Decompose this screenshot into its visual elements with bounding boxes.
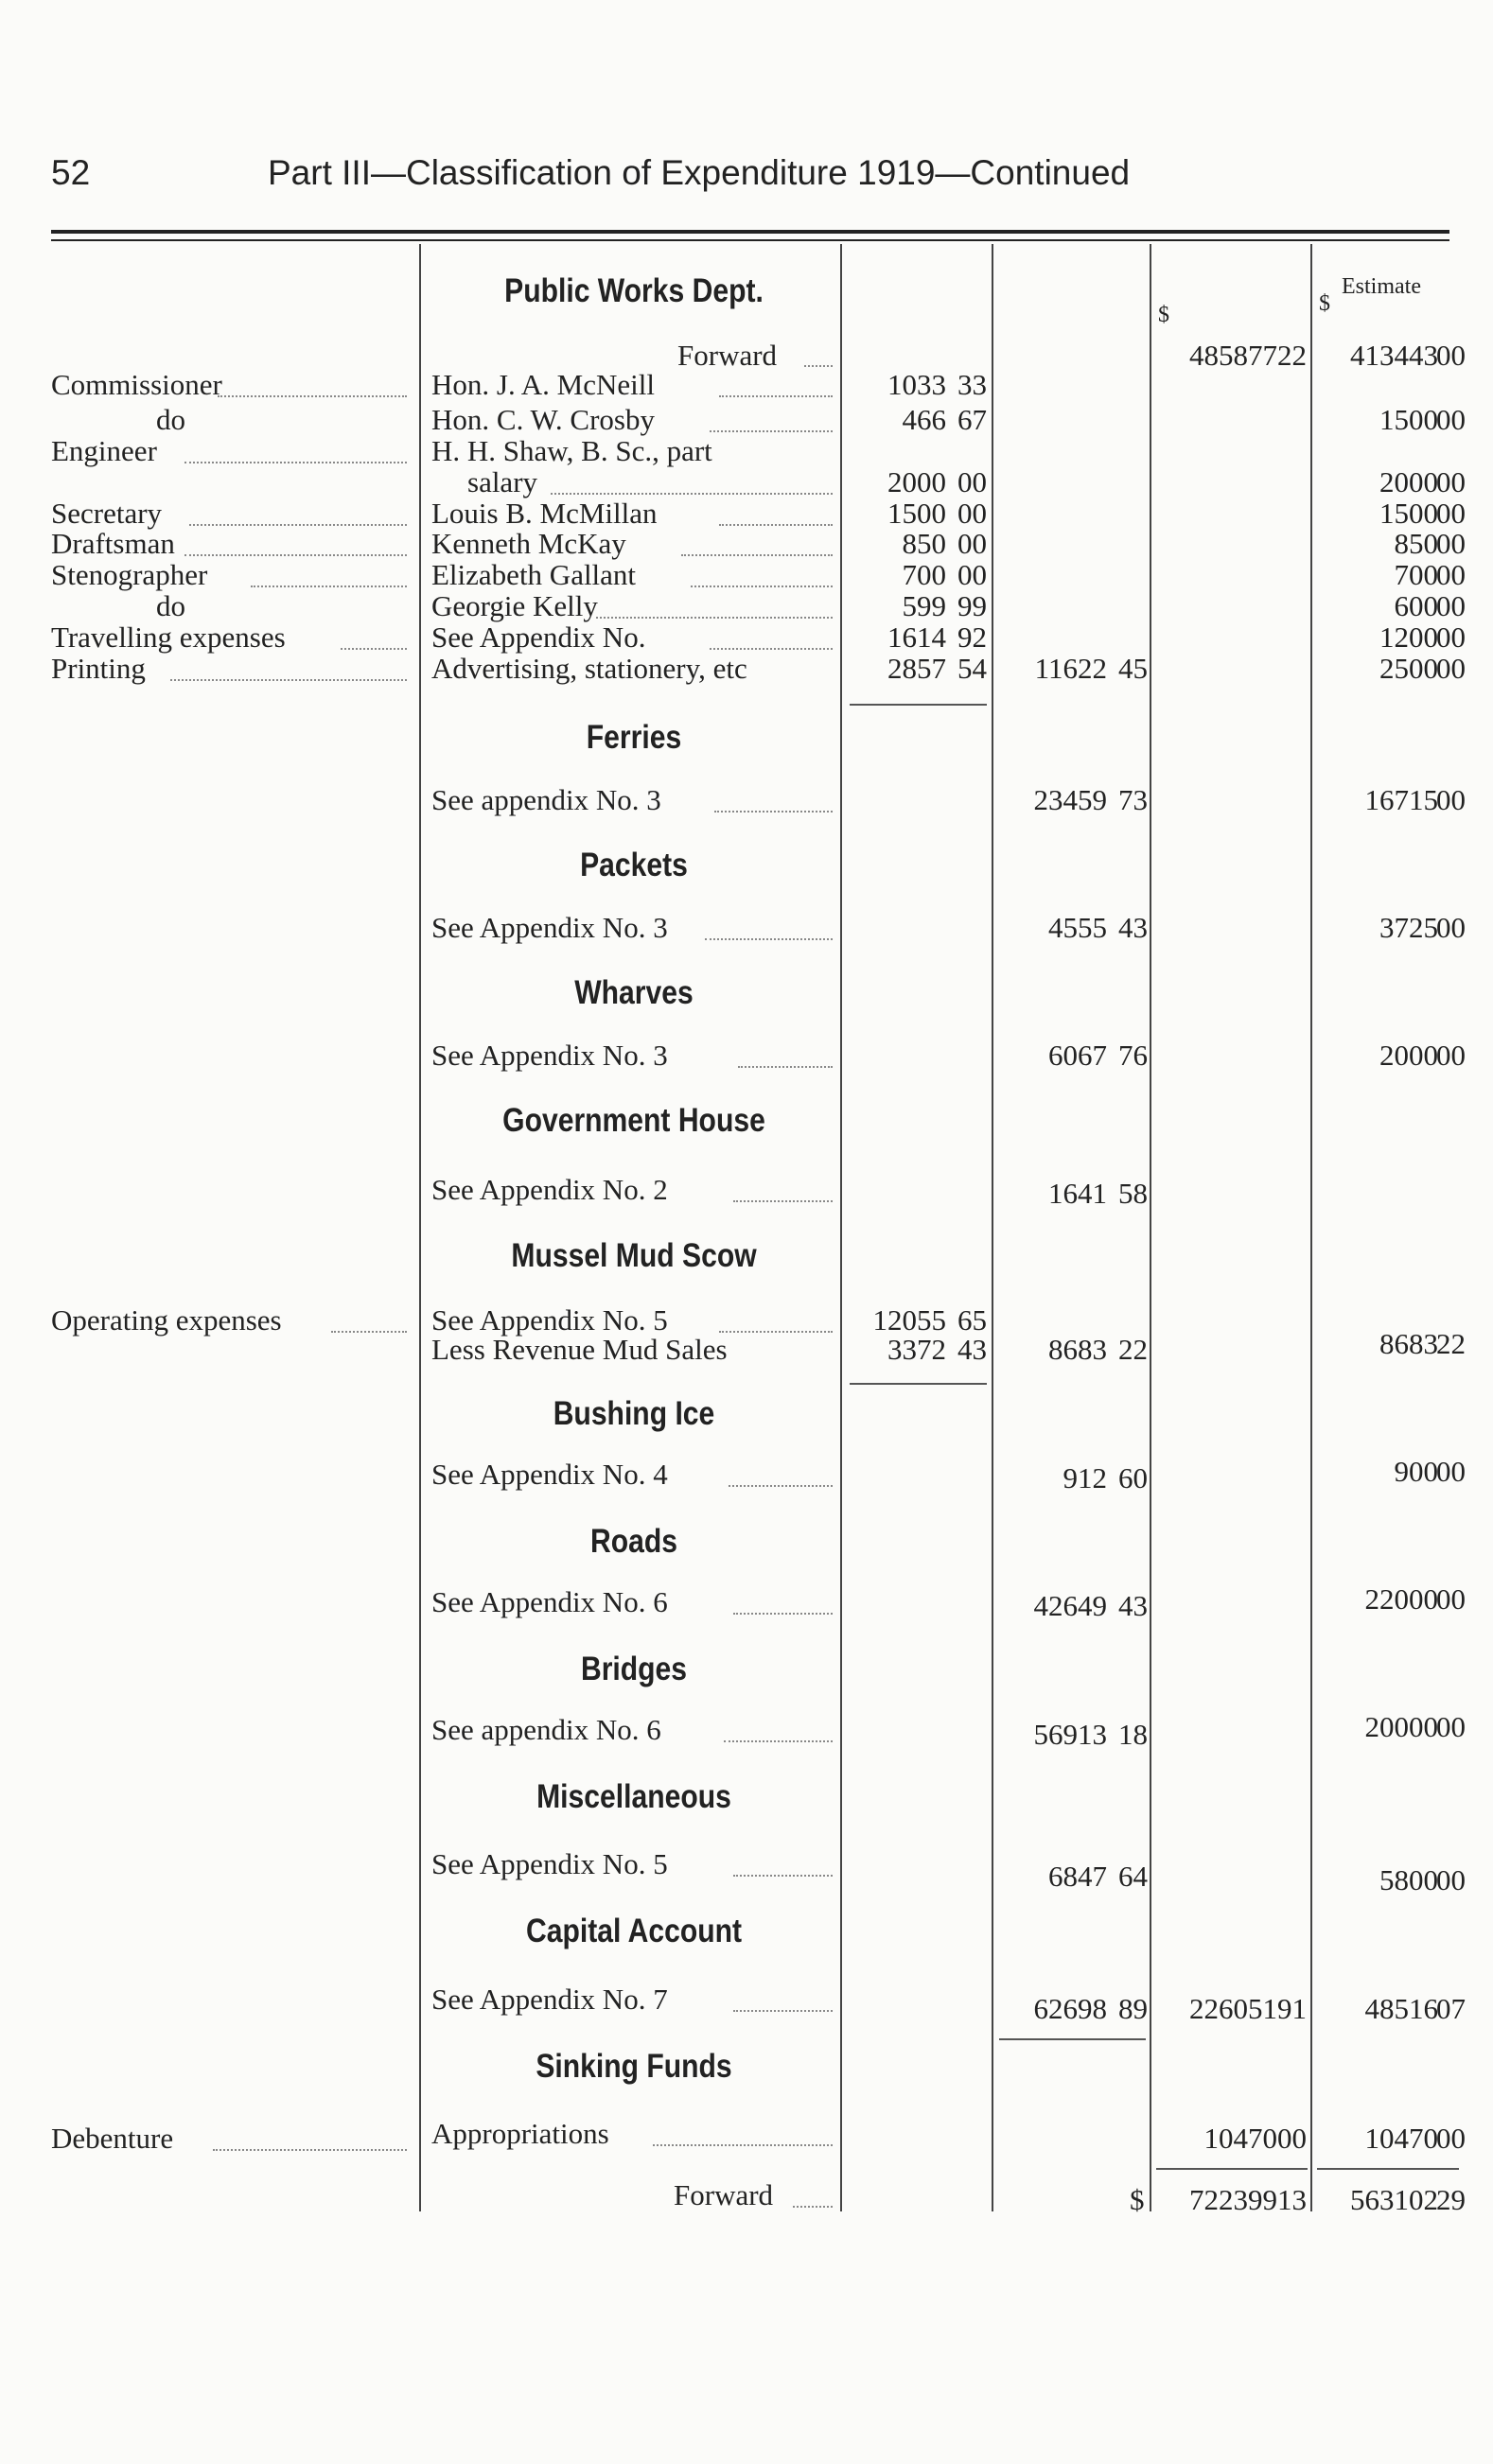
section-estimate-cents: 00 xyxy=(1436,1039,1466,1072)
row-estimate-cents: 00 xyxy=(1436,652,1466,685)
leader-dots xyxy=(213,2149,407,2151)
row-label: Secretary xyxy=(51,497,163,530)
section-total: 912 xyxy=(1063,1461,1107,1494)
section-title-public-works: Public Works Dept. xyxy=(504,272,764,309)
row-label: Stenographer xyxy=(51,558,208,591)
header-rule-thick xyxy=(51,230,1449,234)
row-estimate: 700 xyxy=(1394,558,1438,591)
row-description: Advertising, stationery, etc xyxy=(431,652,747,685)
leader-dots xyxy=(218,395,407,397)
row-amount: 700 xyxy=(902,558,946,591)
subtotal: 11622 xyxy=(1034,652,1107,685)
leader-dots xyxy=(681,554,833,556)
leader-dots xyxy=(733,1200,833,1202)
row-amount: 850 xyxy=(902,527,946,560)
row-amount-cents: 00 xyxy=(957,558,987,591)
section-description: See appendix No. 6 xyxy=(431,1713,661,1746)
forward-label: Forward xyxy=(674,2178,774,2211)
row-label: Debenture xyxy=(51,2122,174,2155)
row-amount-cents: 54 xyxy=(957,652,987,685)
leader-dots xyxy=(705,938,833,940)
row-amount: 1033 xyxy=(887,368,946,401)
subtotal-rule xyxy=(1317,2168,1459,2170)
scow-description-2: Less Revenue Mud Sales xyxy=(431,1333,728,1366)
scow-amount-1-cents: 65 xyxy=(957,1303,987,1337)
section-total-cents: 43 xyxy=(1118,1589,1148,1622)
leader-dots xyxy=(738,1066,833,1068)
leader-dots xyxy=(719,1331,833,1333)
scow-amount-2-cents: 43 xyxy=(957,1333,987,1366)
row-label: do xyxy=(156,403,185,436)
leader-dots xyxy=(251,585,407,587)
leader-dots xyxy=(551,493,833,495)
section-total-cents: 58 xyxy=(1118,1177,1148,1210)
section-description: See Appendix No. 7 xyxy=(431,1983,668,2016)
page-title: Part III—Classification of Expenditure 1919—Continued xyxy=(268,153,1131,192)
scow-amount-2: 3372 xyxy=(887,1333,946,1366)
section-estimate: 20000 xyxy=(1364,1710,1438,1743)
row-description: Elizabeth Gallant xyxy=(431,558,637,591)
grand-subtotal: 226051 xyxy=(1189,1992,1277,2025)
leader-dots xyxy=(729,1485,833,1487)
forward-total-cents: 22 xyxy=(1277,339,1307,372)
row-estimate-cents: 00 xyxy=(1436,527,1466,560)
forward-grand-total: 722399 xyxy=(1189,2183,1277,2216)
column-divider-1 xyxy=(419,244,421,2211)
row-description: Hon. J. A. McNeill xyxy=(431,368,655,401)
row-label: Travelling expenses xyxy=(51,620,286,654)
leader-dots xyxy=(189,524,407,526)
section-total: 6067 xyxy=(1048,1039,1107,1072)
row-estimate-cents: 00 xyxy=(1436,465,1466,498)
section-estimate: 48516 xyxy=(1364,1992,1438,2025)
row-amount-cents: 00 xyxy=(957,465,987,498)
leader-dots xyxy=(710,648,833,650)
forward-estimate-total: 563102 xyxy=(1350,2183,1438,2216)
section-description: See Appendix No. 3 xyxy=(431,911,668,944)
subtotal-rule xyxy=(999,2038,1146,2040)
row-description: See Appendix No. xyxy=(431,620,646,654)
row-amount: 466 xyxy=(902,403,946,436)
section-estimate-cents: 00 xyxy=(1436,1455,1466,1488)
row-amount-cents: 00 xyxy=(957,497,987,530)
leader-dots xyxy=(341,648,407,650)
section-total: 62698 xyxy=(1033,1992,1107,2025)
row-amount-cents: 92 xyxy=(957,620,987,654)
row-estimate-cents: 00 xyxy=(1436,558,1466,591)
section-total-cents: 18 xyxy=(1118,1718,1148,1751)
row-amount: 599 xyxy=(902,589,946,622)
row-label: Operating expenses xyxy=(51,1303,282,1337)
section-total: 1641 xyxy=(1048,1177,1107,1210)
section-estimate-cents: 00 xyxy=(1436,911,1466,944)
row-description: Louis B. McMillan xyxy=(431,497,658,530)
section-title-roads: Roads xyxy=(590,1523,677,1560)
forward-estimate-cents: 00 xyxy=(1436,339,1466,372)
header-rule-thin xyxy=(51,239,1449,241)
forward-label: Forward xyxy=(677,339,778,372)
forward-estimate-total-cents: 29 xyxy=(1436,2183,1466,2216)
section-total: 23459 xyxy=(1033,783,1107,816)
row-label: Printing xyxy=(51,652,146,685)
section-total: 6847 xyxy=(1048,1860,1107,1893)
section-title-government-house: Government House xyxy=(502,1102,765,1139)
section-estimate: 2000 xyxy=(1379,1039,1438,1072)
section-title-mussel-mud-scow: Mussel Mud Scow xyxy=(511,1237,757,1274)
leader-dots xyxy=(596,617,833,619)
subtotal-rule xyxy=(850,1383,987,1385)
section-description: See Appendix No. 5 xyxy=(431,1847,668,1880)
leader-dots xyxy=(331,1331,407,1333)
scow-description-1: See Appendix No. 5 xyxy=(431,1303,668,1337)
section-title-wharves: Wharves xyxy=(574,974,694,1011)
section-estimate: 900 xyxy=(1394,1455,1438,1488)
section-estimate-cents: 00 xyxy=(1436,1863,1466,1896)
row-label: Draftsman xyxy=(51,527,175,560)
grand-subtotal: 10470 xyxy=(1203,2122,1277,2155)
row-estimate: 600 xyxy=(1394,589,1438,622)
section-title-capital-account: Capital Account xyxy=(525,1913,743,1949)
grand-subtotal-cents: 91 xyxy=(1277,1992,1307,2025)
section-estimate-cents: 00 xyxy=(1436,2122,1466,2155)
leader-dots xyxy=(719,524,833,526)
row-estimate-cents: 00 xyxy=(1436,497,1466,530)
section-estimate-cents: 00 xyxy=(1436,1710,1466,1743)
section-description: Appropriations xyxy=(431,2117,609,2150)
row-estimate: 2500 xyxy=(1379,652,1438,685)
section-estimate: 8683 xyxy=(1379,1327,1438,1360)
column-divider-5 xyxy=(1310,244,1312,2211)
row-estimate-cents: 00 xyxy=(1436,620,1466,654)
section-title-packets: Packets xyxy=(580,847,688,883)
row-estimate: 850 xyxy=(1394,527,1438,560)
column-divider-4 xyxy=(1150,244,1151,2211)
section-estimate-cents: 00 xyxy=(1436,1582,1466,1616)
row-amount: 2000 xyxy=(887,465,946,498)
section-total: 56913 xyxy=(1033,1718,1107,1751)
row-amount-cents: 33 xyxy=(957,368,987,401)
section-description: See Appendix No. 3 xyxy=(431,1039,668,1072)
section-total: 42649 xyxy=(1033,1589,1107,1622)
subtotal-rule xyxy=(850,704,987,706)
subtotal-cents: 45 xyxy=(1118,652,1148,685)
grand-subtotal-cents: 00 xyxy=(1277,2122,1307,2155)
subtotal-rule xyxy=(1156,2168,1308,2170)
section-total-cents: 43 xyxy=(1118,911,1148,944)
row-amount: 2857 xyxy=(887,652,946,685)
leader-dots xyxy=(184,554,407,556)
row-estimate-cents: 00 xyxy=(1436,589,1466,622)
row-estimate: 1500 xyxy=(1379,497,1438,530)
row-label: do xyxy=(156,589,185,622)
section-total: 4555 xyxy=(1048,911,1107,944)
row-amount: 1500 xyxy=(887,497,946,530)
estimate-heading: Estimate xyxy=(1342,274,1421,299)
section-estimate: 3725 xyxy=(1379,911,1438,944)
dollar-sign-col5: $ xyxy=(1319,291,1330,316)
leader-dots xyxy=(653,2144,833,2146)
section-estimate: 10470 xyxy=(1364,2122,1438,2155)
leader-dots xyxy=(719,395,833,397)
leader-dots xyxy=(733,1875,833,1877)
row-amount-cents: 00 xyxy=(957,527,987,560)
leader-dots xyxy=(691,585,833,587)
dollar-sign: $ xyxy=(1130,2183,1145,2216)
row-amount-cents: 99 xyxy=(957,589,987,622)
column-divider-3 xyxy=(992,244,993,2211)
leader-dots xyxy=(733,2010,833,2012)
leader-dots xyxy=(710,430,833,432)
row-description: H. H. Shaw, B. Sc., part xyxy=(431,434,712,467)
section-estimate-cents: 00 xyxy=(1436,783,1466,816)
scow-amount-1: 12055 xyxy=(872,1303,946,1337)
forward-total: 485877 xyxy=(1189,339,1277,372)
leader-dots xyxy=(170,679,407,681)
section-description: See Appendix No. 2 xyxy=(431,1173,668,1206)
section-total-cents: 76 xyxy=(1118,1039,1148,1072)
section-total-cents: 60 xyxy=(1118,1461,1148,1494)
section-total: 8683 xyxy=(1048,1333,1107,1366)
section-title-bridges: Bridges xyxy=(580,1651,688,1687)
section-title-sinking-funds: Sinking Funds xyxy=(536,2048,732,2085)
leader-dots xyxy=(804,365,833,367)
row-amount-cents: 67 xyxy=(957,403,987,436)
forward-estimate: 413443 xyxy=(1350,339,1438,372)
leader-dots xyxy=(733,1613,833,1615)
section-total-cents: 89 xyxy=(1118,1992,1148,2025)
row-description: Hon. C. W. Crosby xyxy=(431,403,655,436)
row-estimate-cents: 00 xyxy=(1436,403,1466,436)
leader-dots xyxy=(184,462,407,463)
section-title-ferries: Ferries xyxy=(586,719,682,756)
forward-grand-total-cents: 13 xyxy=(1277,2183,1307,2216)
section-description: See appendix No. 3 xyxy=(431,783,661,816)
row-label: Engineer xyxy=(51,434,157,467)
section-total-cents: 64 xyxy=(1118,1860,1148,1893)
leader-dots xyxy=(724,1740,833,1742)
row-label: Commissioner xyxy=(51,368,222,401)
leader-dots xyxy=(793,2206,833,2208)
section-title-miscellaneous: Miscellaneous xyxy=(536,1778,731,1815)
row-estimate: 2000 xyxy=(1379,465,1438,498)
section-title-bushing-ice: Bushing Ice xyxy=(553,1395,715,1432)
row-description: Georgie Kelly xyxy=(431,589,598,622)
leader-dots xyxy=(714,811,833,813)
section-estimate: 5800 xyxy=(1379,1863,1438,1896)
section-estimate: 22000 xyxy=(1364,1582,1438,1616)
row-description: salary xyxy=(467,465,538,498)
section-description: See Appendix No. 6 xyxy=(431,1585,668,1618)
row-estimate: 1200 xyxy=(1379,620,1438,654)
row-estimate: 1500 xyxy=(1379,403,1438,436)
section-total-cents: 22 xyxy=(1118,1333,1148,1366)
section-estimate: 16715 xyxy=(1364,783,1438,816)
section-estimate-cents: 22 xyxy=(1436,1327,1466,1360)
dollar-sign-col4: $ xyxy=(1158,303,1169,327)
section-description: See Appendix No. 4 xyxy=(431,1458,668,1491)
section-estimate-cents: 07 xyxy=(1436,1992,1466,2025)
page-number: 52 xyxy=(51,153,91,192)
row-description: Kenneth McKay xyxy=(431,527,626,560)
section-total-cents: 73 xyxy=(1118,783,1148,816)
row-amount: 1614 xyxy=(887,620,946,654)
